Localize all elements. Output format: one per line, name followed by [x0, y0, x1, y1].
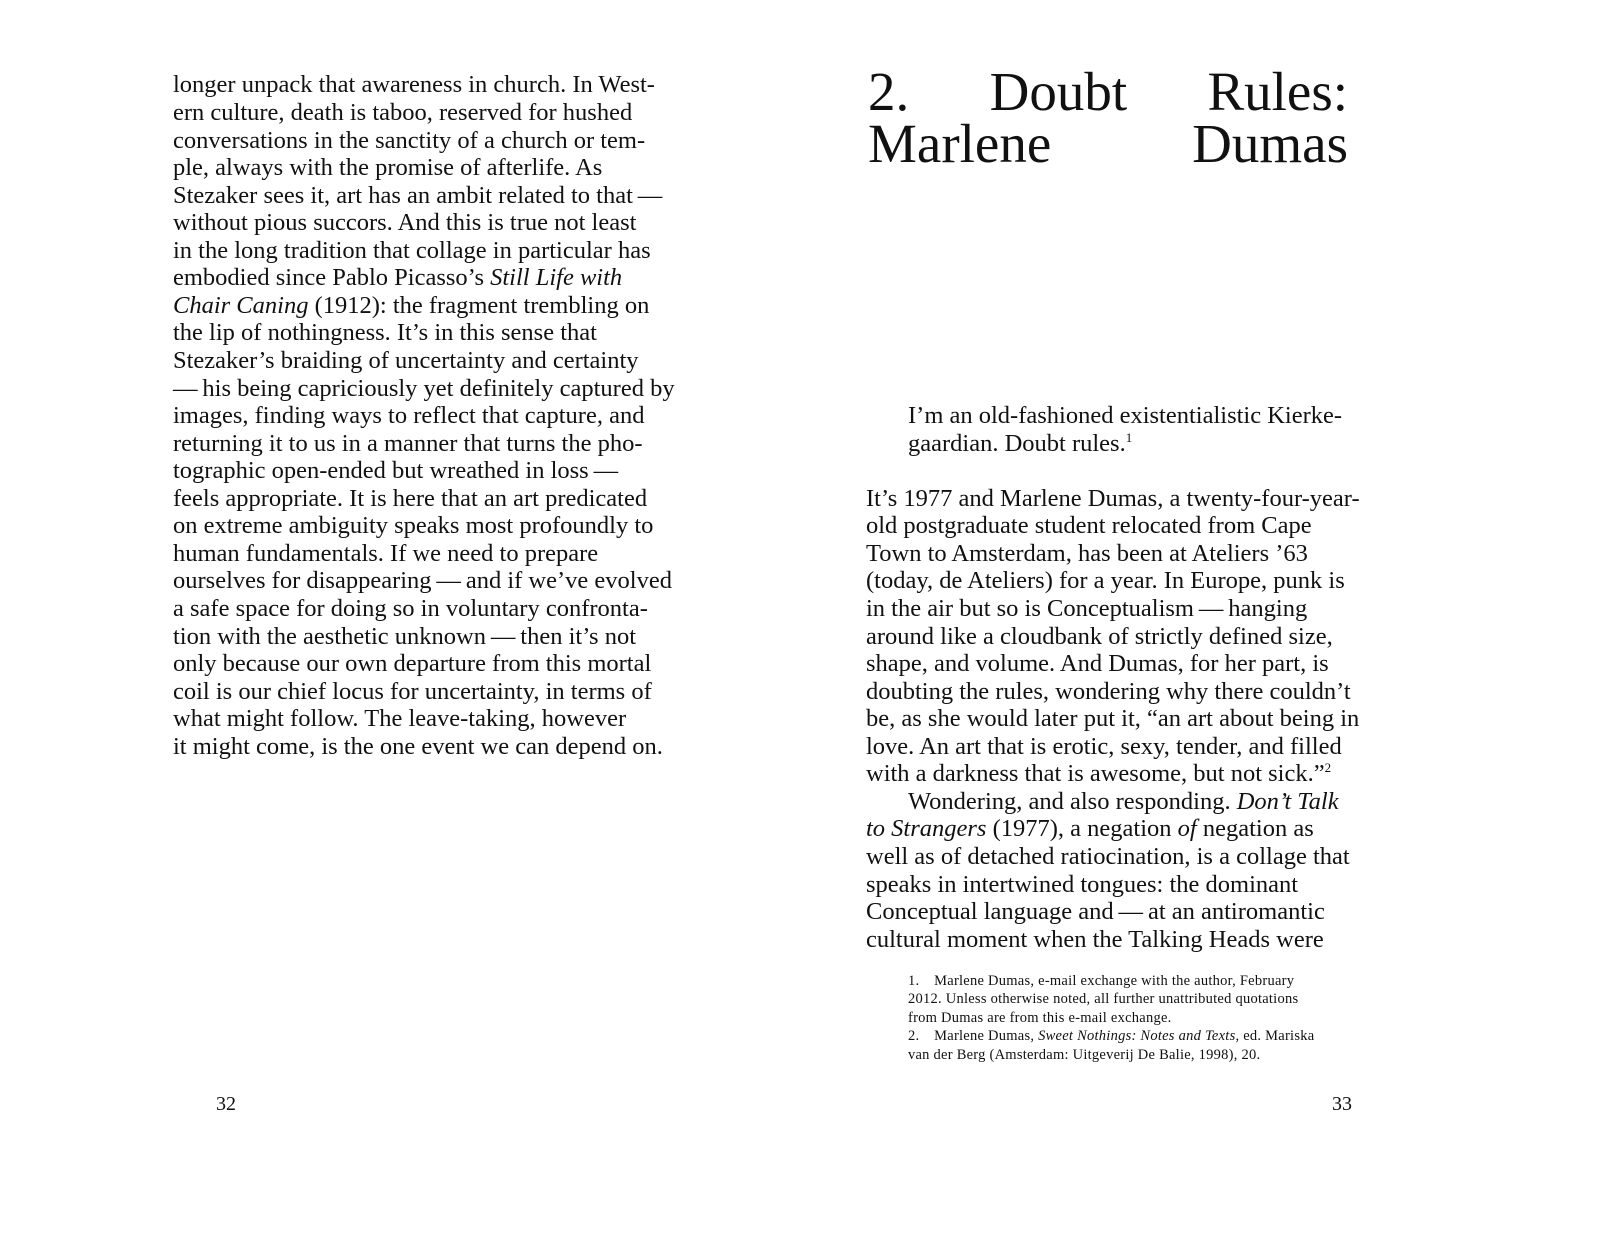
body-line: in the air but so is Conceptualism — hanging: [866, 595, 1308, 622]
body-line: the lip of nothingness. It’s in this sense that: [173, 319, 597, 346]
body-line: Wondering, and also responding. Don’t Talk: [908, 788, 1339, 815]
footnote-line: from Dumas are from this e-mail exchange.: [908, 1010, 1172, 1026]
body-line: embodied since Pablo Picasso’s Still Life with: [173, 264, 623, 291]
page-number: 33: [1332, 1093, 1352, 1115]
footnote-ref: 1: [1125, 430, 1133, 445]
body-line: (today, de Ateliers) for a year. In Europe, punk is: [866, 567, 1345, 594]
chapter-title-line: Marlene Dumas: [868, 113, 1348, 174]
body-line: old postgraduate student relocated from Cape: [866, 512, 1312, 539]
body-line: around like a cloudbank of strictly defined size,: [866, 623, 1333, 650]
body-line: conversations in the sanctity of a church or tem-: [173, 127, 646, 154]
body-line: Conceptual language and — at an antiromantic: [866, 898, 1325, 925]
body-line: ourselves for disappearing — and if we’ve evolved: [173, 567, 672, 594]
body-line: ple, always with the promise of afterlife. As: [173, 154, 603, 181]
italic-title: to Strangers: [866, 815, 987, 842]
chapter-title-line: 2. Doubt Rules:: [868, 61, 1348, 122]
body-line: Town to Amsterdam, has been at Ateliers ’63: [866, 540, 1308, 567]
body-line: without pious succors. And this is true not least: [173, 209, 637, 236]
body-line: human fundamentals. If we need to prepare: [173, 540, 599, 567]
body-line: — his being capriciously yet definitely captured by: [173, 375, 675, 402]
body-line: a safe space for doing so in voluntary confronta-: [173, 595, 648, 622]
body-line: ern culture, death is taboo, reserved for hushed: [173, 99, 633, 126]
body-line: images, finding ways to reflect that capture, and: [173, 402, 645, 429]
right-page: [800, 0, 1600, 1236]
body-line: Chair Caning (1912): the fragment trembling on: [173, 292, 650, 319]
footnote-line: 1. Marlene Dumas, e-mail exchange with the author, February: [908, 973, 1295, 989]
body-line: feels appropriate. It is here that an art predicated: [173, 485, 648, 512]
italic-title: Still Life with: [490, 264, 623, 291]
epigraph-line: I’m an old-fashioned existentialistic Kierke-: [908, 402, 1343, 429]
body-line: Stezaker sees it, art has an ambit related to that —: [173, 182, 663, 209]
epigraph-line: gaardian. Doubt rules.$^1$: [908, 430, 1133, 457]
footnote-ref: 2: [1324, 760, 1332, 775]
body-line: only because our own departure from this mortal: [173, 650, 652, 677]
body-line: speaks in intertwined tongues: the dominant: [866, 871, 1299, 898]
italic-title: Chair Caning: [173, 292, 309, 319]
body-line: cultural moment when the Talking Heads were: [866, 926, 1324, 953]
chapter-title: [868, 61, 1348, 174]
body-line: love. An art that is erotic, sexy, tender, and filled: [866, 733, 1342, 760]
body-line: longer unpack that awareness in church. In West-: [173, 71, 655, 98]
body-line: tographic open-ended but wreathed in loss —: [173, 457, 619, 484]
body-line: returning it to us in a manner that turns the pho-: [173, 430, 643, 457]
body-line: on extreme ambiguity speaks most profoundly to: [173, 512, 654, 539]
body-line: to Strangers (1977), a negation of negation as: [866, 815, 1314, 842]
body-line: what might follow. The leave-taking, however: [173, 705, 627, 732]
footnote-line: 2012. Unless otherwise noted, all further unattributed quotations: [908, 991, 1299, 1007]
body-line: It’s 1977 and Marlene Dumas, a twenty-four-year-: [866, 485, 1360, 512]
italic-emphasis: of: [1177, 815, 1197, 842]
footnote-line: van der Berg (Amsterdam: Uitgeverij De Balie, 1998), 20.: [908, 1047, 1261, 1063]
italic-title: Sweet Nothings: Notes and Texts: [1038, 1028, 1236, 1044]
italic-title: Don’t Talk: [1236, 788, 1339, 815]
body-line: in the long tradition that collage in particular has: [173, 237, 651, 264]
page-number: 32: [216, 1093, 236, 1115]
body-line: be, as she would later put it, “an art about being in: [866, 705, 1360, 732]
body-line: it might come, is the one event we can depend on.: [173, 733, 663, 760]
body-line: shape, and volume. And Dumas, for her part, is: [866, 650, 1329, 677]
footnote-line: 2. Marlene Dumas, Sweet Nothings: Notes and Texts, ed. Mariska: [908, 1028, 1315, 1044]
body-line: Stezaker’s braiding of uncertainty and certainty: [173, 347, 639, 374]
body-line: coil is our chief locus for uncertainty, in terms of: [173, 678, 652, 705]
body-line: well as of detached ratiocination, is a collage that: [866, 843, 1350, 870]
body-line: doubting the rules, wondering why there couldn’t: [866, 678, 1351, 705]
body-line: tion with the aesthetic unknown — then it’s not: [173, 623, 636, 650]
body-line: with a darkness that is awesome, but not sick.”$^2$: [866, 760, 1332, 787]
